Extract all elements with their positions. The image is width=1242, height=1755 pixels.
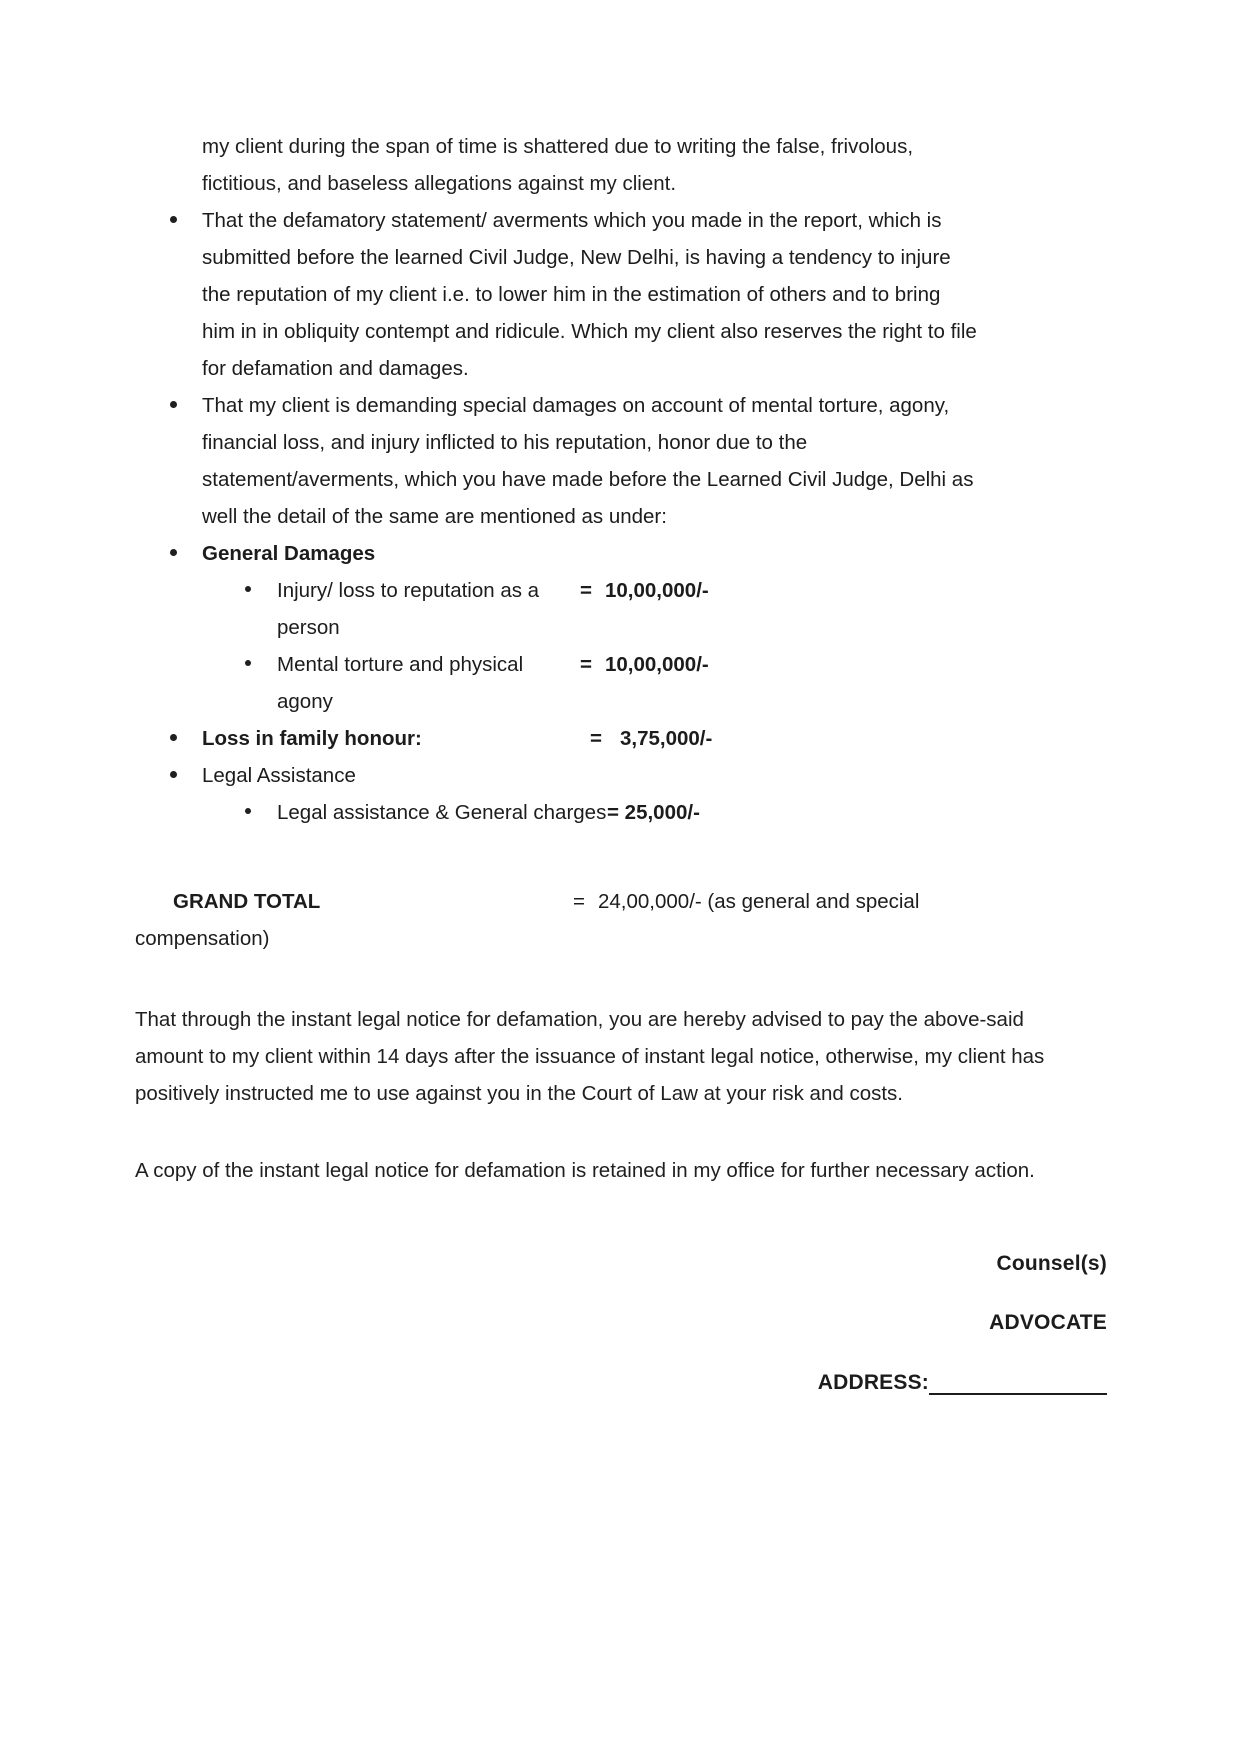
- damages-row-amount: 3,75,000/-: [620, 727, 713, 750]
- bullet-dot-icon: [245, 660, 251, 666]
- damages-row-equals: =: [580, 653, 592, 676]
- damages-row-label: Legal assistance & General charges: [277, 801, 607, 824]
- grand-total-equals: =: [573, 890, 585, 913]
- address-field[interactable]: [135, 1368, 1107, 1398]
- list-item-text: That my client is demanding special damages on account of mental torture, agony, financial loss, and injury inflicted to his reputation, honor due to the statement/averments, which you have made before the Learned Civil Judge, Delhi as well the detail of the same are mentioned as under:: [202, 394, 974, 528]
- continued-paragraph: my client during the span of time is shattered due to writing the false, frivolous, fictitious, and baseless allegations against my client.: [202, 135, 914, 195]
- list-item-text: That the defamatory statement/ averments which you made in the report, which is submitted before the learned Civil Judge, New Delhi, is having a tendency to injure the reputation of my client i.e. to lower him in the estimation of others and to bring him in in obliquity contempt and ridicule. Which my client also reserves the right to file for defamation and damages.: [202, 209, 977, 380]
- closing-paragraph-copy-retained: A copy of the instant legal notice for defamation is retained in my office for further necessary action.: [135, 1159, 1035, 1182]
- list-item: [135, 387, 1107, 535]
- bullet-dot-icon: [170, 549, 177, 556]
- counsel-label: Counsel(s): [996, 1252, 1107, 1275]
- bullet-dot-icon: [245, 808, 251, 814]
- damages-row-equals: =: [580, 579, 592, 602]
- damages-row-amount: 10,00,000/-: [605, 653, 709, 676]
- damages-row-amount: 10,00,000/-: [605, 579, 709, 602]
- address-label: ADDRESS:: [817, 1371, 929, 1394]
- damages-row-label: Loss in family honour:: [202, 727, 422, 750]
- legal-assistance-heading: Legal Assistance: [202, 764, 356, 787]
- bullet-dot-icon: [170, 734, 177, 741]
- list-item: [135, 202, 1107, 387]
- grand-total-label: GRAND TOTAL: [173, 890, 321, 913]
- damages-row-equals: =: [590, 727, 602, 750]
- bullet-dot-icon: [170, 216, 177, 223]
- signature-block: [135, 1245, 1107, 1398]
- grand-total-continuation: compensation): [135, 927, 270, 950]
- damages-row-label: Mental torture and physical agony: [277, 653, 524, 713]
- grand-total-row: [135, 883, 1107, 957]
- address-blank-rule[interactable]: [929, 1373, 1107, 1395]
- legal-assistance-heading-item: [135, 757, 1107, 794]
- general-damages-heading-item: [135, 535, 1107, 572]
- grand-total-amount: 24,00,000/- (as general and special: [598, 890, 920, 913]
- bullet-dot-icon: [245, 586, 251, 592]
- bullet-dot-icon: [170, 771, 177, 778]
- general-damages-heading: General Damages: [202, 542, 376, 565]
- advocate-label: ADVOCATE: [989, 1311, 1107, 1334]
- damages-row: [135, 646, 1107, 720]
- damages-row-family-honour: [135, 720, 1107, 757]
- closing-paragraph-payment: That through the instant legal notice for defamation, you are hereby advised to pay the above-said amount to my client within 14 days after the issuance of instant legal notice, otherwise, my client has positively instructed me to use against you in the Court of Law at your risk and costs.: [135, 1008, 1045, 1105]
- damages-row-amount: = 25,000/-: [607, 801, 700, 824]
- bullet-dot-icon: [170, 401, 177, 408]
- damages-row-legal-charges: [135, 794, 1107, 831]
- damages-row: [135, 572, 1107, 646]
- damages-row-label: Injury/ loss to reputation as a person: [277, 579, 540, 639]
